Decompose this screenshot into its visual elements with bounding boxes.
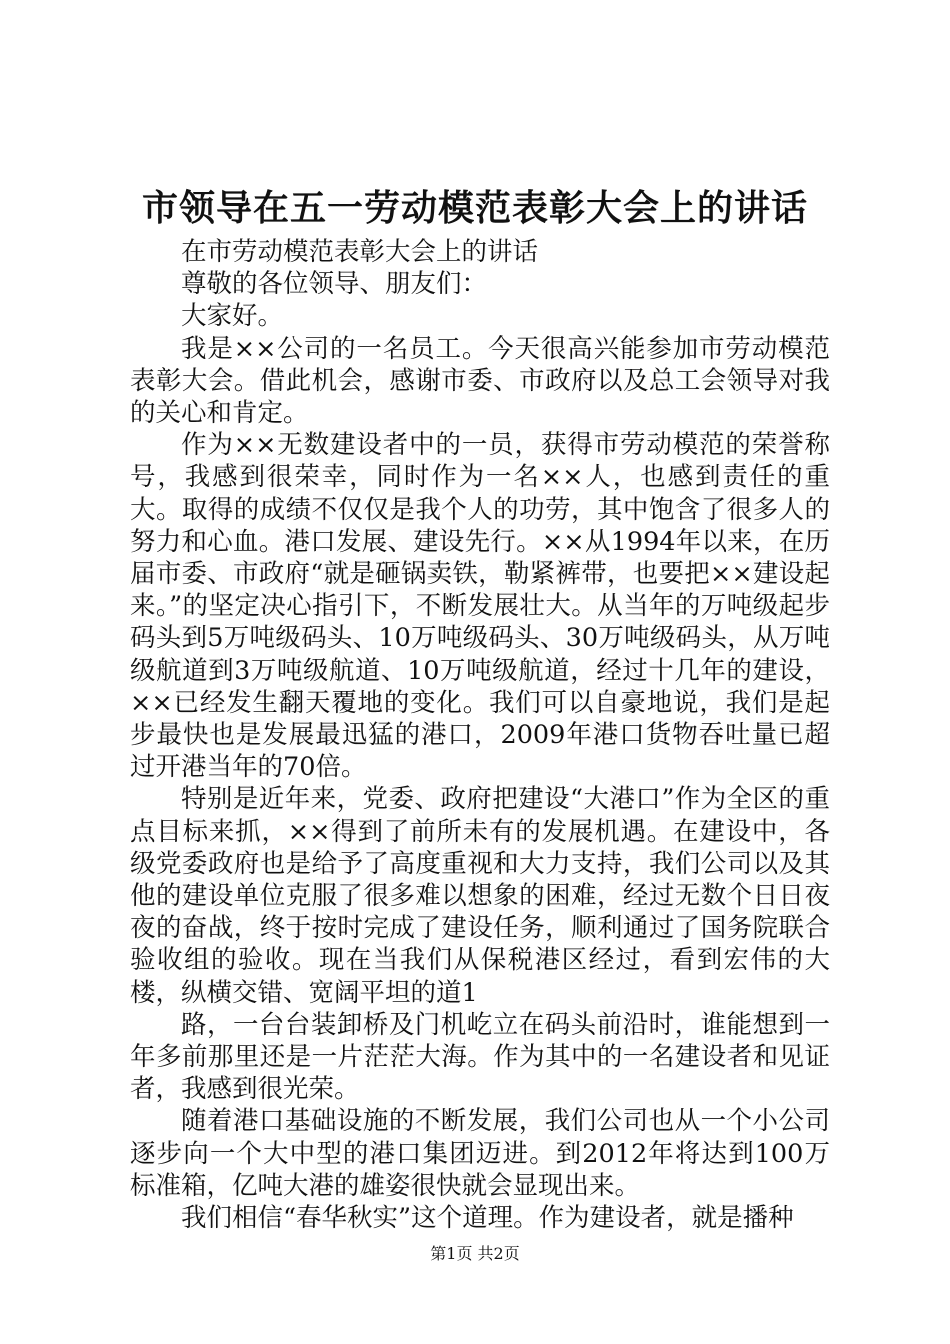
page-footer: 第1页 共2页 (430, 1244, 520, 1263)
body-paragraph: 我们相信“春华秋实”这个道理。作为建设者，就是播种 (181, 1203, 794, 1234)
body-paragraph: 特别是近年来，党委、政府把建设“大港口”作为全区的重点目标来抓，××得到了前所未有的发展机遇。在建设中，各级党委政府也是给予了高度重视和大力支持，我们公司以及其他的建设单位克服了很多难以想象的困难，经过无数个日日夜夜的奋战，终于按时完成了建设任务，顺利通过了国务院联合验收组的验收。现在当我们从保税港区经过，看到宏伟的大楼，纵横交错、宽阔平坦的道1 (130, 784, 830, 1008)
salutation-paragraph: 尊敬的各位领导、朋友们： (181, 269, 488, 300)
subtitle-paragraph: 在市劳动模范表彰大会上的讲话 (181, 237, 539, 267)
body-paragraph: 作为××无数建设者中的一员，获得市劳动模范的荣誉称号，我感到很荣幸，同时作为一名××人，也感到责任的重大。取得的成绩不仅仅是我个人的功劳，其中饱含了很多人的努力和心血。港口发展、建设先行。××从1994年以来，在历届市委、市政府“就是砸锅卖铁，勒紧裤带，也要把××建设起来。”的坚定决心指引下，不断发展壮大。从当年的万吨级起步码头到5万吨级码头、10万吨级码头、30万吨级码头，从万吨级航道到3万吨级航道、10万吨级航道，经过十几年的建设，××已经发生翻天覆地的变化。我们可以自豪地说，我们是起步最快也是发展最迅猛的港口，2009年港口货物吞吐量已超过开港当年的70倍。 (130, 430, 830, 783)
body-paragraph: 随着港口基础设施的不断发展，我们公司也从一个小公司逐步向一个大中型的港口集团迈进。到2012年将达到100万标准箱，亿吨大港的雄姿很快就会显现出来。 (130, 1106, 830, 1201)
document-title: 市领导在五一劳动模范表彰大会上的讲话 (141, 187, 808, 229)
body-paragraph: 我是××公司的一名员工。今天很高兴能参加市劳动模范表彰大会。借此机会，感谢市委、市政府以及总工会领导对我的关心和肯定。 (130, 333, 830, 429)
document-body (130, 236, 830, 1234)
body-paragraph: 路，一台台装卸桥及门机屹立在码头前沿时，谁能想到一年多前那里还是一片茫茫大海。作为其中的一名建设者和见证者，我感到很光荣。 (130, 1009, 830, 1105)
greeting-paragraph: 大家好。 (181, 301, 284, 332)
